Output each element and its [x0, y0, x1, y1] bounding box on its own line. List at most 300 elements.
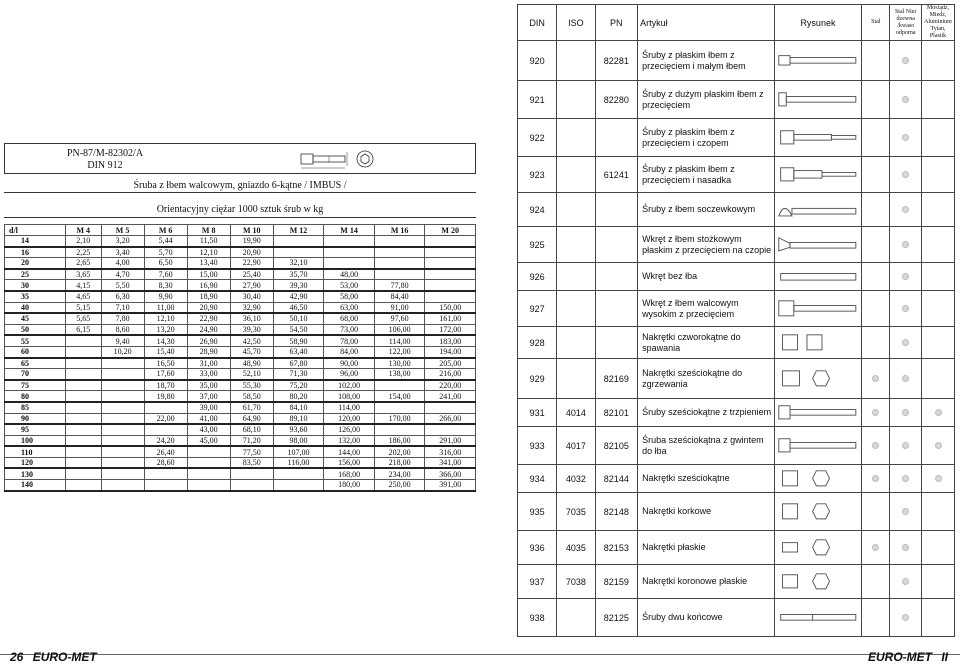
weight-cell: 63,40: [273, 346, 324, 357]
code-pn: 82101: [595, 399, 638, 427]
weight-cell: 97,60: [374, 313, 425, 324]
code-pn: 82169: [595, 359, 638, 399]
weight-row: [5, 346, 476, 357]
material-cell: [922, 427, 955, 465]
material-cell: [862, 327, 890, 359]
weight-cell: [101, 468, 144, 479]
weight-row: [5, 402, 476, 413]
weight-cell: 24,90: [187, 324, 230, 335]
code-din: 925: [518, 227, 557, 263]
code-din: 936: [518, 531, 557, 565]
material-dot-icon: [902, 442, 909, 449]
weight-cell: 116,00: [273, 457, 324, 468]
weight-cell: 7,80: [101, 313, 144, 324]
weight-row: [5, 247, 476, 258]
weight-cell: [425, 402, 476, 413]
code-iso: [557, 599, 595, 637]
weight-row: [5, 236, 476, 247]
catalog-row: [518, 427, 955, 465]
weight-cell: 194,00: [425, 346, 476, 357]
weight-row: [5, 324, 476, 335]
part-drawing-icon: [775, 266, 861, 287]
drawing-cell: [774, 41, 861, 81]
weight-cell: 161,00: [425, 313, 476, 324]
col-din: DIN: [518, 5, 557, 41]
part-drawing-icon: [775, 368, 861, 389]
material-dot-icon: [902, 134, 909, 141]
weight-cell: 391,00: [425, 480, 476, 491]
weight-cell: 107,00: [273, 446, 324, 457]
material-dot-icon: [935, 475, 942, 482]
weight-cell: 186,00: [374, 435, 425, 446]
article-name: Śruby z łbem soczewkowym: [638, 193, 775, 227]
length-cell: 100: [5, 435, 66, 446]
catalog-table: [517, 4, 955, 637]
weight-cell: 42,90: [273, 291, 324, 302]
weight-cell: 102,00: [324, 380, 375, 391]
footer-rule: [0, 654, 960, 655]
weight-cell: 22,90: [230, 258, 273, 269]
footer-right: [868, 650, 954, 664]
weight-row: [5, 468, 476, 479]
col-rysunek: Rysunek: [774, 5, 861, 41]
weight-cell: [101, 446, 144, 457]
weight-cell: 122,00: [374, 346, 425, 357]
part-drawing-icon: [775, 234, 861, 255]
article-name: Nakrętki płaskie: [638, 531, 775, 565]
material-cell: [922, 493, 955, 531]
weight-cell: 20,90: [187, 302, 230, 313]
code-iso: [557, 291, 595, 327]
weight-cell: [425, 291, 476, 302]
left-header-box: [4, 143, 476, 174]
weight-cell: [144, 424, 187, 435]
weight-cell: 28,90: [187, 346, 230, 357]
weight-cell: 2,65: [66, 258, 102, 269]
weight-cell: 9,90: [144, 291, 187, 302]
drawing-cell: [774, 493, 861, 531]
code-iso: [557, 157, 595, 193]
weight-cell: 96,00: [324, 369, 375, 380]
weight-row: [5, 369, 476, 380]
code-iso: 4035: [557, 531, 595, 565]
weight-cell: 48,90: [230, 358, 273, 369]
article-name: Wkręt bez łba: [638, 263, 775, 291]
weight-cell: 19,80: [144, 391, 187, 402]
weight-cell: [66, 346, 102, 357]
weight-cell: [101, 391, 144, 402]
weight-cell: 39,30: [230, 324, 273, 335]
weight-cell: 89,10: [273, 413, 324, 424]
length-cell: 30: [5, 280, 66, 291]
material-cell: [922, 41, 955, 81]
weight-cell: [66, 446, 102, 457]
weight-cell: 3,40: [101, 247, 144, 258]
weight-cell: 45,00: [187, 435, 230, 446]
drawing-cell: [774, 399, 861, 427]
code-din: 920: [518, 41, 557, 81]
catalog-row: [518, 263, 955, 291]
material-cell: [862, 493, 890, 531]
material-cell: [922, 157, 955, 193]
screw-title: Śruba z łbem walcowym, gniazdo 6-kątne / IMBUS /: [133, 180, 347, 191]
weight-cell: 68,10: [230, 424, 273, 435]
weight-cell: [66, 369, 102, 380]
code-din: 929: [518, 359, 557, 399]
weight-cell: 41,00: [187, 413, 230, 424]
weight-cell: [144, 480, 187, 491]
weight-col-header: d/l: [5, 225, 66, 236]
weight-cell: 218,00: [374, 457, 425, 468]
material-cell: [890, 465, 922, 493]
material-cell: [890, 399, 922, 427]
code-iso: [557, 41, 595, 81]
weight-cell: [66, 480, 102, 491]
brand-left: EURO-MET: [32, 650, 97, 664]
code-din: 924: [518, 193, 557, 227]
material-cell: [862, 119, 890, 157]
drawing-cell: [774, 291, 861, 327]
weight-cell: 71,20: [230, 435, 273, 446]
material-cell: [890, 263, 922, 291]
catalog-row: [518, 41, 955, 81]
catalog-row: [518, 119, 955, 157]
weight-row: [5, 258, 476, 269]
weight-cell: 8,60: [101, 324, 144, 335]
weight-cell: 183,00: [425, 335, 476, 346]
weight-cell: 37,00: [187, 391, 230, 402]
code-pn: [595, 291, 638, 327]
weight-cell: 50,10: [273, 313, 324, 324]
code-iso: 4017: [557, 427, 595, 465]
weight-row: [5, 269, 476, 280]
length-cell: 75: [5, 380, 66, 391]
weight-cell: [66, 424, 102, 435]
catalog-row: [518, 399, 955, 427]
material-dot-icon: [902, 339, 909, 346]
weight-cell: 4,70: [101, 269, 144, 280]
catalog-row: [518, 157, 955, 193]
code-din: 938: [518, 599, 557, 637]
weight-cell: 205,00: [425, 358, 476, 369]
code-iso: 4014: [557, 399, 595, 427]
weight-cell: [187, 480, 230, 491]
weight-cell: [374, 247, 425, 258]
weight-cell: 39,30: [273, 280, 324, 291]
din-code: DIN 912: [87, 160, 123, 171]
weight-cell: 54,50: [273, 324, 324, 335]
part-drawing-icon: [775, 468, 861, 489]
weight-col-header: M 8: [187, 225, 230, 236]
weight-cell: [374, 380, 425, 391]
weight-cell: [425, 280, 476, 291]
weight-cell: 120,00: [324, 413, 375, 424]
weight-cell: [66, 402, 102, 413]
weight-cell: 11,50: [187, 236, 230, 247]
drawing-cell: [774, 81, 861, 119]
drawing-cell: [774, 531, 861, 565]
weight-cell: 67,80: [273, 358, 324, 369]
length-cell: 65: [5, 358, 66, 369]
weight-cell: [66, 413, 102, 424]
weight-cell: [101, 435, 144, 446]
drawing-cell: [774, 427, 861, 465]
weight-cell: 16,90: [187, 280, 230, 291]
weight-cell: 106,00: [374, 324, 425, 335]
weight-row: [5, 291, 476, 302]
catalog-row: [518, 227, 955, 263]
length-cell: 80: [5, 391, 66, 402]
weight-cell: [187, 468, 230, 479]
weight-cell: [374, 424, 425, 435]
weight-col-header: M 16: [374, 225, 425, 236]
weight-cell: 180,00: [324, 480, 375, 491]
material-cell: [922, 359, 955, 399]
material-dot-icon: [902, 375, 909, 382]
material-dot-icon: [902, 544, 909, 551]
weight-cell: 5,70: [144, 247, 187, 258]
material-cell: [922, 263, 955, 291]
weight-cell: 73,00: [324, 324, 375, 335]
material-cell: [890, 427, 922, 465]
weight-cell: 18,70: [144, 380, 187, 391]
weight-cell: 84,10: [273, 402, 324, 413]
part-drawing-icon: [775, 402, 861, 423]
code-din: 937: [518, 565, 557, 599]
length-cell: 90: [5, 413, 66, 424]
weight-cell: [66, 457, 102, 468]
weight-cell: 15,40: [144, 346, 187, 357]
catalog-row: [518, 327, 955, 359]
material-cell: [862, 41, 890, 81]
article-name: Śruby z płaskim łbem z przecięciem i małym łbem: [638, 41, 775, 81]
weight-cell: 8,30: [144, 280, 187, 291]
col-stal: Stal: [862, 5, 890, 41]
weight-cell: 98,00: [273, 435, 324, 446]
weight-cell: 30,40: [230, 291, 273, 302]
material-cell: [890, 531, 922, 565]
weight-cell: 83,50: [230, 457, 273, 468]
weight-cell: 172,00: [425, 324, 476, 335]
drawing-cell: [774, 565, 861, 599]
weight-cell: 341,00: [425, 457, 476, 468]
weight-cell: 48,00: [324, 269, 375, 280]
socket-screw-drawing-icon: [299, 148, 379, 172]
part-drawing-icon: [775, 332, 861, 353]
article-name: Śruby z dużym płaskim łbem z przecięciem: [638, 81, 775, 119]
footer-left: [4, 650, 97, 664]
weight-cell: 170,00: [374, 413, 425, 424]
weight-cell: 220,00: [425, 380, 476, 391]
length-cell: 140: [5, 480, 66, 491]
part-drawing-icon: [775, 537, 861, 558]
code-iso: 4032: [557, 465, 595, 493]
weight-cell: 61,70: [230, 402, 273, 413]
material-cell: [862, 359, 890, 399]
weight-row: [5, 435, 476, 446]
weight-cell: 154,00: [374, 391, 425, 402]
drawing-cell: [774, 227, 861, 263]
weight-cell: 46,50: [273, 302, 324, 313]
material-dot-icon: [935, 442, 942, 449]
material-cell: [922, 119, 955, 157]
code-pn: 82280: [595, 81, 638, 119]
standard-block: [5, 144, 205, 173]
weight-col-header: M 6: [144, 225, 187, 236]
article-name: Nakrętki koronowe płaskie: [638, 565, 775, 599]
weight-cell: 108,00: [324, 391, 375, 402]
material-dot-icon: [872, 475, 879, 482]
weight-cell: 130,00: [374, 358, 425, 369]
weight-cell: 266,00: [425, 413, 476, 424]
weight-row: [5, 391, 476, 402]
weight-row: [5, 424, 476, 435]
col-stal-nierdzewna: Stal Nier dzewna /kwaso odporna: [890, 5, 922, 41]
weight-cell: 2,10: [66, 236, 102, 247]
weight-cell: 126,00: [324, 424, 375, 435]
code-iso: [557, 263, 595, 291]
drawing-cell: [774, 599, 861, 637]
weight-cell: 77,80: [374, 280, 425, 291]
material-cell: [890, 565, 922, 599]
material-cell: [862, 263, 890, 291]
code-pn: 82125: [595, 599, 638, 637]
weight-cell: 9,40: [101, 335, 144, 346]
weight-row: [5, 457, 476, 468]
weight-cell: [66, 380, 102, 391]
weight-cell: [230, 468, 273, 479]
weight-cell: 45,70: [230, 346, 273, 357]
weight-cell: 10,20: [101, 346, 144, 357]
code-pn: [595, 227, 638, 263]
weight-cell: [425, 236, 476, 247]
weight-cell: 18,90: [187, 291, 230, 302]
weight-cell: 58,00: [324, 291, 375, 302]
length-cell: 130: [5, 468, 66, 479]
weight-cell: [66, 435, 102, 446]
length-cell: 16: [5, 247, 66, 258]
material-cell: [862, 81, 890, 119]
article-name: Nakrętki czworokątne do spawania: [638, 327, 775, 359]
weight-cell: 2,25: [66, 247, 102, 258]
weight-cell: 5,44: [144, 236, 187, 247]
weight-cell: 52,10: [230, 369, 273, 380]
weight-cell: 7,60: [144, 269, 187, 280]
weight-cell: 19,90: [230, 236, 273, 247]
code-pn: [595, 327, 638, 359]
weight-cell: 16,50: [144, 358, 187, 369]
catalog-row: [518, 465, 955, 493]
weight-cell: [273, 247, 324, 258]
article-name: Śruby z płaskim łbem z przecięciem i nasadka: [638, 157, 775, 193]
standard-code: PN-87/M-82302/A: [66, 148, 144, 159]
weight-cell: 132,00: [324, 435, 375, 446]
material-dot-icon: [902, 508, 909, 515]
weight-cell: 78,00: [324, 335, 375, 346]
code-pn: [595, 119, 638, 157]
article-name: Śruby sześciokątne z trzpieniem: [638, 399, 775, 427]
weight-cell: 26,90: [187, 335, 230, 346]
code-pn: 82144: [595, 465, 638, 493]
code-pn: 82153: [595, 531, 638, 565]
weight-cell: [66, 358, 102, 369]
material-cell: [862, 599, 890, 637]
material-cell: [890, 599, 922, 637]
weight-cell: 114,00: [374, 335, 425, 346]
code-din: 934: [518, 465, 557, 493]
weight-cell: 12,10: [187, 247, 230, 258]
weight-cell: 36,10: [230, 313, 273, 324]
weight-cell: 241,00: [425, 391, 476, 402]
code-din: 926: [518, 263, 557, 291]
weight-cell: 17,60: [144, 369, 187, 380]
material-cell: [862, 465, 890, 493]
material-dot-icon: [872, 544, 879, 551]
weight-row: [5, 380, 476, 391]
weight-cell: [101, 424, 144, 435]
weight-row: [5, 302, 476, 313]
divider: [4, 217, 476, 218]
weight-cell: 22,00: [144, 413, 187, 424]
weight-cell: 53,00: [324, 280, 375, 291]
weight-cell: 5,15: [66, 302, 102, 313]
length-cell: 40: [5, 302, 66, 313]
weight-col-header: M 14: [324, 225, 375, 236]
weight-col-header: M 20: [425, 225, 476, 236]
length-cell: 110: [5, 446, 66, 457]
material-cell: [890, 493, 922, 531]
drawing-cell: [774, 327, 861, 359]
drawing-cell: [774, 465, 861, 493]
material-cell: [890, 193, 922, 227]
code-din: 931: [518, 399, 557, 427]
weight-cell: 80,20: [273, 391, 324, 402]
weight-cell: 75,20: [273, 380, 324, 391]
article-name: Nakrętki korkowe: [638, 493, 775, 531]
material-cell: [922, 291, 955, 327]
code-pn: 61241: [595, 157, 638, 193]
catalog-row: [518, 599, 955, 637]
weight-cell: [273, 236, 324, 247]
material-cell: [862, 565, 890, 599]
weight-cell: [101, 413, 144, 424]
weight-cell: 35,00: [187, 380, 230, 391]
weight-cell: 216,00: [425, 369, 476, 380]
code-iso: 7035: [557, 493, 595, 531]
weight-cell: 250,00: [374, 480, 425, 491]
weight-cell: 35,70: [273, 269, 324, 280]
catalog-header: [518, 5, 955, 41]
code-din: 923: [518, 157, 557, 193]
weight-cell: 114,00: [324, 402, 375, 413]
material-cell: [862, 427, 890, 465]
material-cell: [890, 291, 922, 327]
page-mark: II: [941, 650, 948, 664]
col-pn: PN: [595, 5, 638, 41]
article-name: Nakrętki sześciokątne do zgrzewania: [638, 359, 775, 399]
weight-cell: 168,00: [324, 468, 375, 479]
material-cell: [922, 531, 955, 565]
part-drawing-icon: [775, 127, 861, 148]
weight-row: [5, 313, 476, 324]
weight-cell: 58,50: [230, 391, 273, 402]
material-cell: [922, 565, 955, 599]
weight-cell: 93,60: [273, 424, 324, 435]
weight-table-header: [5, 225, 476, 236]
code-din: 935: [518, 493, 557, 531]
code-pn: 82281: [595, 41, 638, 81]
weight-row: [5, 358, 476, 369]
